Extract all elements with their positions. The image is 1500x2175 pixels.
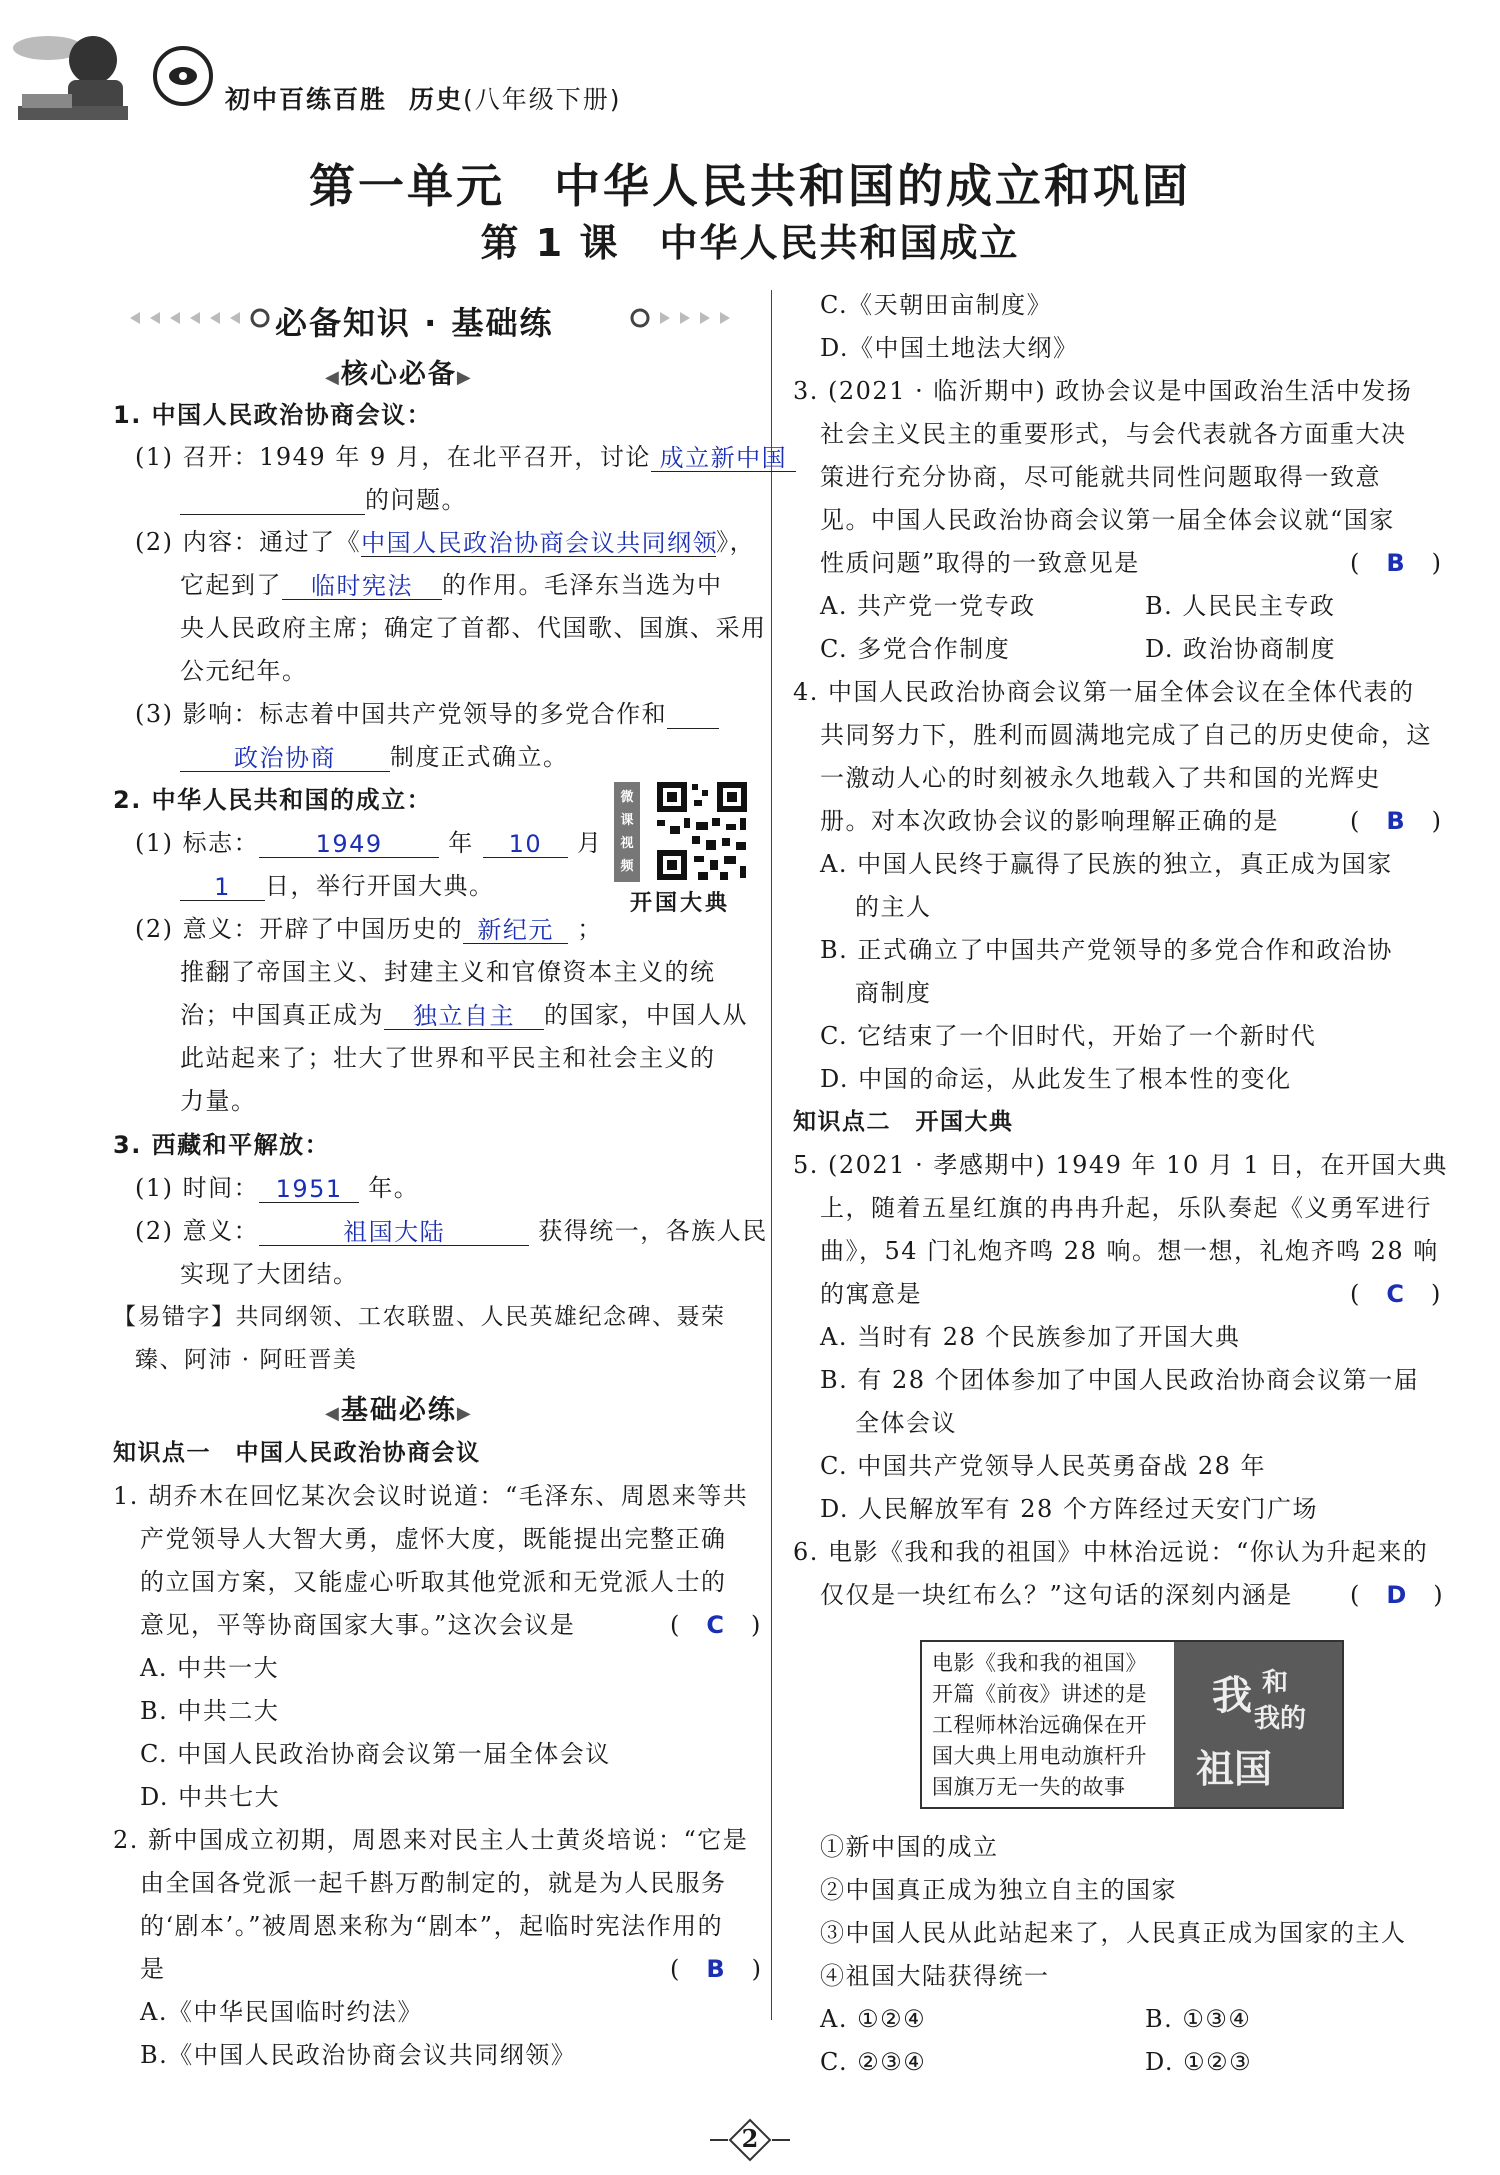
q3-opt-d: D. 政治协商制度 xyxy=(1145,635,1337,663)
subsection-core-title: ◀核心必备▶ xyxy=(325,359,473,390)
unit-title: 第一单元 中华人民共和国的成立和巩固 xyxy=(309,159,1191,213)
core-q1-3-blank xyxy=(180,743,390,772)
core-q2-2-text: (2) 意义：开辟了中国历史的 xyxy=(135,915,464,943)
q1-line3: 的立国方案，又能虚心听取其他党派和无党派人士的 xyxy=(140,1568,727,1596)
q4-opt-c: C. 它结束了一个旧时代，开始了一个新时代 xyxy=(820,1022,1317,1050)
core-q1-2-answer1: 中国人民政治协商会议共同纲领 xyxy=(361,529,719,557)
q2-opt-c: C.《天朝田亩制度》 xyxy=(820,291,1053,319)
core-q1-2-text2: 它起到了 xyxy=(180,571,282,599)
q4-opt-a-line2: 的主人 xyxy=(855,893,932,921)
q2-opt-b: B.《中国人民政治协商会议共同纲领》 xyxy=(140,2041,577,2069)
core-q1-1-blank xyxy=(651,443,796,472)
core-q3-1-tail: 年。 xyxy=(368,1174,420,1202)
q4-line4: 册。对本次政协会议的影响理解正确的是 xyxy=(820,807,1279,835)
kp1-title: 知识点一 中国人民政治协商会议 xyxy=(113,1440,481,1466)
core-q2-2-line3 xyxy=(180,1000,748,1030)
movie-desc-line5: 国旗万无一失的故事 xyxy=(932,1775,1126,1799)
q2-answer-paren: ( B ) xyxy=(670,1955,763,1983)
core-q2-1-line2 xyxy=(180,871,495,901)
core-q1-1-blank2 xyxy=(180,486,365,515)
core-q3-2-line2: 实现了大团结。 xyxy=(180,1260,359,1288)
q4-opt-d: D. 中国的命运，从此发生了根本性的变化 xyxy=(820,1065,1292,1093)
core-q3-head: 3. 西藏和平解放： xyxy=(113,1131,331,1159)
core-q2-1-day: 1 xyxy=(214,873,231,901)
core-q2-2-answer1: 新纪元 xyxy=(477,916,554,944)
q3-opt-c: C. 多党合作制度 xyxy=(820,635,1011,663)
q6-item-1: ①新中国的成立 xyxy=(820,1833,999,1861)
core-q2-2-line4: 此站起来了；壮大了世界和平民主和社会主义的 xyxy=(180,1044,716,1072)
q6-opt-c: C. ②③④ xyxy=(820,2048,927,2076)
q2-line4: 是 xyxy=(140,1955,166,1983)
subsection-core-label: 核心必备 xyxy=(340,359,457,390)
q5-opt-c: C. 中国共产党领导人民英勇奋战 28 年 xyxy=(820,1452,1267,1480)
core-q2-2-answer2: 独立自主 xyxy=(413,1002,515,1030)
q3-line2: 社会主义民主的重要形式，与会代表就各方面重大决 xyxy=(820,420,1407,448)
q3-line4: 见。中国人民政治协商会议第一届全体会议就“国家 xyxy=(820,506,1395,534)
q5-opt-b-line1: B. 有 28 个团体参加了中国人民政治协商会议第一届 xyxy=(820,1366,1420,1394)
core-q1-2-line1 xyxy=(135,527,755,557)
header-logo xyxy=(8,18,228,128)
core-q2-1-month: 10 xyxy=(508,830,543,858)
poster-char-2: 和 xyxy=(1262,1668,1289,1698)
q6-opt-b: B. ①③④ xyxy=(1145,2005,1252,2033)
q2-line1: 2. 新中国成立初期，周恩来对民主人士黄炎培说：“它是 xyxy=(113,1826,749,1854)
q5-line4: 的寓意是 xyxy=(820,1280,922,1308)
core-q2-2-blank2 xyxy=(384,1001,544,1030)
typo-line2: 臻、阿沛 · 阿旺晋美 xyxy=(135,1347,358,1373)
core-q2-2-blank1 xyxy=(463,915,568,944)
core-q2-1-tail: 日，举行开国大典。 xyxy=(265,872,495,900)
core-q1-2-close: 》， xyxy=(716,528,756,556)
core-q1-head: 1. 中国人民政治协商会议： xyxy=(113,401,433,429)
q2-line2: 由全国各党派一起千斟万酌制定的，就是为人民服务 xyxy=(140,1869,727,1897)
header-grade: (八年级下册) xyxy=(463,85,622,114)
q1-opt-a: A. 中共一大 xyxy=(140,1654,280,1682)
q1-opt-b: B. 中共二大 xyxy=(140,1697,280,1725)
q3-line1: 3. (2021 · 临沂期中) 政协会议是中国政治生活中发扬 xyxy=(793,377,1413,405)
poster-char-1: 我 xyxy=(1212,1673,1252,1719)
core-q3-2-blank xyxy=(259,1217,529,1246)
q5-line2: 上，随着五星红旗的冉冉升起，乐队奏起《义勇军进行 xyxy=(820,1194,1432,1222)
core-q2-2-semi: ； xyxy=(577,915,603,943)
q6-opt-d: D. ①②③ xyxy=(1145,2048,1253,2076)
core-q1-2-text: (2) 内容：通过了《 xyxy=(135,528,362,556)
kp2-title: 知识点二 开国大典 xyxy=(793,1109,1014,1135)
q1-opt-d: D. 中共七大 xyxy=(140,1783,281,1811)
q1-line4: 意见，平等协商国家大事。”这次会议是 xyxy=(140,1611,576,1639)
q2-line3: 的‘剧本’。”被周恩来称为“剧本”，起临时宪法作用的 xyxy=(140,1912,724,1940)
q6-line2: 仅仅是一块红布么？”这句话的深刻内涵是 xyxy=(820,1581,1293,1609)
core-q1-2-line4: 公元纪年。 xyxy=(180,657,308,685)
q6-item-4: ④祖国大陆获得统一 xyxy=(820,1962,1050,1990)
q1-opt-c: C. 中国人民政治协商会议第一届全体会议 xyxy=(140,1740,611,1768)
movie-desc-line4: 国大典上用电动旗杆升 xyxy=(932,1744,1147,1768)
lesson-title: 第 1 课 中华人民共和国成立 xyxy=(480,221,1020,265)
core-q1-1-line1 xyxy=(135,442,796,472)
core-q2-1-month-unit: 月 xyxy=(577,829,603,857)
core-q1-3-blank-a xyxy=(667,700,719,729)
core-q1-2-answer2: 临时宪法 xyxy=(311,572,413,600)
core-q2-1-month-blank xyxy=(483,829,568,858)
page-number-badge xyxy=(710,2118,790,2162)
q4-line2: 共同努力下，胜利而圆满地完成了自己的历史使命，这 xyxy=(820,721,1432,749)
core-q1-2-text3: 的作用。毛泽东当选为中 xyxy=(442,571,723,599)
q3-opt-a: A. 共产党一党专政 xyxy=(820,592,1036,620)
core-q3-1-line xyxy=(135,1173,419,1203)
q5-line3: 曲》，54 门礼炮齐鸣 28 响。想一想，礼炮齐鸣 28 响 xyxy=(820,1237,1439,1265)
q1-answer: C xyxy=(706,1611,726,1639)
core-q1-2-line2 xyxy=(180,570,723,600)
q4-opt-b-line2: 商制度 xyxy=(855,979,932,1007)
core-q1-2-line3: 央人民政府主席；确定了首都、代国歌、国旗、采用 xyxy=(180,614,767,642)
qr-caption: 开国大典 xyxy=(630,890,731,916)
core-q2-head: 2. 中华人民共和国的成立： xyxy=(113,786,433,814)
section-knowledge-banner xyxy=(120,298,760,342)
movie-desc-line2: 开篇《前夜》讲述的是 xyxy=(932,1682,1147,1706)
core-q1-1-answer: 成立新中国 xyxy=(659,444,788,472)
core-q3-2-tail: 获得统一，各族人民 xyxy=(538,1217,768,1245)
core-q2-1-year-blank xyxy=(259,829,439,858)
q5-opt-b-line2: 全体会议 xyxy=(855,1409,957,1437)
core-q1-3-line1 xyxy=(135,699,719,729)
q4-opt-b-line1: B. 正式确立了中国共产党领导的多党合作和政治协 xyxy=(820,936,1393,964)
core-q1-3-tail: 制度正式确立。 xyxy=(390,743,569,771)
q1-line2: 产党领导人大智大勇，虚怀大度，既能提出完整正确 xyxy=(140,1525,727,1553)
movie-desc-line3: 工程师林治远确保在开 xyxy=(932,1713,1147,1737)
q5-answer-paren: ( C ) xyxy=(1350,1280,1442,1308)
core-q2-2-text2: 治；中国真正成为 xyxy=(180,1001,384,1029)
core-q1-2-blank1 xyxy=(361,528,719,557)
core-q1-2-blank2 xyxy=(282,571,442,600)
core-q2-2-line2: 推翻了帝国主义、封建主义和官僚资本主义的统 xyxy=(180,958,716,986)
q2-opt-d: D.《中国土地法大纲》 xyxy=(820,334,1079,362)
core-q3-2-line1 xyxy=(135,1216,768,1246)
header-book: 初中百练百胜 xyxy=(225,85,388,114)
core-q2-2-text3: 的国家，中国人从 xyxy=(544,1001,748,1029)
q6-item-2: ②中国真正成为独立自主的国家 xyxy=(820,1876,1177,1904)
core-q1-3-text: (3) 影响：标志着中国共产党领导的多党合作和 xyxy=(135,700,668,728)
q1-line1: 1. 胡乔木在回忆某次会议时说道：“毛泽东、周恩来等共 xyxy=(113,1482,749,1510)
q6-answer-paren: ( D ) xyxy=(1350,1581,1445,1609)
q5-opt-d: D. 人民解放军有 28 个方阵经过天安门广场 xyxy=(820,1495,1318,1523)
movie-desc-line1: 电影《我和我的祖国》 xyxy=(932,1651,1147,1675)
q3-opt-b: B. 人民民主专政 xyxy=(1145,592,1336,620)
q2-answer: B xyxy=(706,1955,727,1983)
subsection-practice-label: 基础必练 xyxy=(340,1395,457,1426)
column-divider xyxy=(771,290,772,2020)
core-q2-2-line1 xyxy=(135,914,603,944)
q4-answer-paren: ( B ) xyxy=(1350,807,1443,835)
q6-item-3: ③中国人民从此站起来了，人民真正成为国家的主人 xyxy=(820,1919,1407,1947)
q4-answer: B xyxy=(1386,807,1407,835)
core-q2-1-text: (1) 标志： xyxy=(135,829,260,857)
core-q1-3-line2 xyxy=(180,742,569,772)
q4-line3: 一激动人心的时刻被永久地载入了共和国的光辉史 xyxy=(820,764,1381,792)
q2-opt-a: A.《中华民国临时约法》 xyxy=(140,1998,423,2026)
q3-answer-paren: ( B ) xyxy=(1350,549,1443,577)
poster-char-3: 我的 xyxy=(1254,1704,1307,1734)
section-knowledge-title: 必备知识 · 基础练 xyxy=(275,304,554,342)
core-q2-1-line1 xyxy=(135,828,603,858)
q4-opt-a-line1: A. 中国人民终于赢得了民族的独立，真正成为国家 xyxy=(820,850,1393,878)
typo-line1: 【易错字】共同纲领、工农联盟、人民英雄纪念碑、聂荣 xyxy=(113,1304,726,1330)
q3-answer: B xyxy=(1386,549,1407,577)
q3-line5: 性质问题”取得的一致意见是 xyxy=(820,549,1140,577)
core-q1-1-line2 xyxy=(180,485,467,515)
header-book-title xyxy=(225,80,622,116)
movie-info-box xyxy=(920,1640,1344,1809)
core-q3-1-text: (1) 时间： xyxy=(135,1174,260,1202)
core-q3-2-text: (2) 意义： xyxy=(135,1217,260,1245)
core-q2-2-line5: 力量。 xyxy=(180,1087,257,1115)
core-q2-1-day-blank xyxy=(180,872,265,901)
q5-opt-a: A. 当时有 28 个民族参加了开国大典 xyxy=(820,1323,1241,1351)
core-q3-2-answer: 祖国大陆 xyxy=(343,1218,446,1246)
q5-answer: C xyxy=(1386,1280,1406,1308)
core-q1-1-tail: 的问题。 xyxy=(365,486,467,514)
core-q2-1-year-unit: 年 xyxy=(448,829,474,857)
q6-opt-a: A. ①②④ xyxy=(820,2005,927,2033)
core-q1-3-answer: 政治协商 xyxy=(234,744,336,772)
qr-tag: 微课视频 xyxy=(620,790,634,874)
movie-poster-image xyxy=(1174,1642,1342,1807)
page-number: 2 xyxy=(741,2124,759,2153)
core-q1-1-text: (1) 召开：1949 年 9 月，在北平召开，讨论 xyxy=(135,443,651,471)
poster-char-4: 祖国 xyxy=(1196,1747,1273,1791)
header-subject: 历史 xyxy=(409,85,464,114)
q5-line1: 5. (2021 · 孝感期中) 1949 年 10 月 1 日，在开国大典 xyxy=(793,1151,1448,1179)
movie-description xyxy=(932,1648,1172,1803)
q4-line1: 4. 中国人民政治协商会议第一届全体会议在全体代表的 xyxy=(793,678,1415,706)
subsection-practice-title: ◀基础必练▶ xyxy=(325,1395,473,1426)
q6-answer: D xyxy=(1386,1581,1408,1609)
q6-line1: 6. 电影《我和我的祖国》中林治远说：“你认为升起来的 xyxy=(793,1538,1429,1566)
core-q3-1-answer: 1951 xyxy=(275,1175,343,1203)
core-q2-1-year: 1949 xyxy=(315,830,383,858)
core-q3-1-blank xyxy=(259,1174,359,1203)
q1-answer-paren: ( C ) xyxy=(670,1611,762,1639)
q3-line3: 策进行充分协商，尽可能就共同性问题取得一致意 xyxy=(820,463,1381,491)
